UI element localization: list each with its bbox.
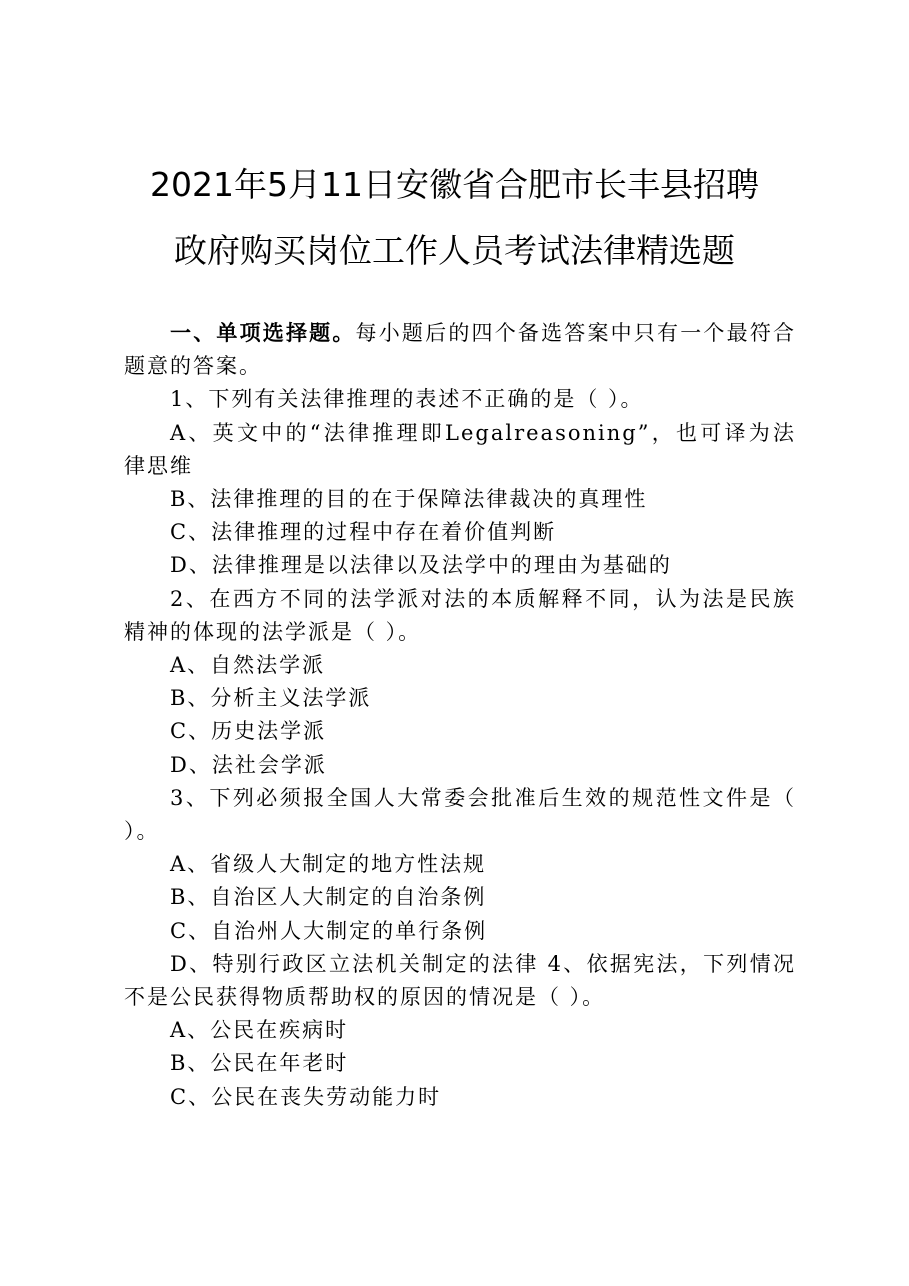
question-stem: D、特别行政区立法机关制定的法律 4、依据宪法，下列情况不是公民获得物质帮助权的原因的情况是（ ）。 — [124, 951, 796, 1010]
section-heading: 一、单项选择题。 — [170, 321, 356, 345]
answer-option: C、公民在丧失劳动能力时 — [170, 1084, 442, 1109]
answer-option: C、自治州人大制定的单行条例 — [170, 918, 488, 943]
section-intro — [124, 317, 796, 383]
question-stem: 3、下列必须报全国人大常委会批准后生效的规范性文件是（ ）。 — [124, 785, 796, 844]
document-title-line-1: 2021年5月11日安徽省合肥市长丰县招聘 — [150, 165, 759, 204]
question-stem: 2、在西方不同的法学派对法的本质解释不同，认为法是民族精神的体现的法学派是（ ）。 — [124, 586, 796, 644]
answer-option: A、自然法学派 — [170, 653, 326, 678]
answer-option: D、法社会学派 — [170, 752, 327, 777]
answer-option: C、历史法学派 — [170, 719, 327, 744]
answer-option: D、法律推理是以法律以及法学中的理由为基础的 — [170, 553, 672, 578]
answer-option: C、法律推理的过程中存在着价值判断 — [170, 520, 557, 545]
question-stem: 1、下列有关法律推理的表述不正确的是（ ）。 — [170, 387, 644, 412]
section-instruction: 每小题后的四个备选答案中只有一个最符合题意的答案。 — [124, 321, 797, 379]
answer-option: A、公民在疾病时 — [170, 1018, 349, 1043]
answer-option: B、法律推理的目的在于保障法律裁决的真理性 — [170, 487, 648, 512]
document-body — [124, 317, 796, 1114]
answer-option: B、分析主义法学派 — [170, 686, 372, 711]
document-title-line-2: 政府购买岗位工作人员考试法律精选题 — [174, 231, 735, 270]
answer-option: A、省级人大制定的地方性法规 — [170, 852, 487, 877]
answer-option: B、公民在年老时 — [170, 1051, 349, 1076]
answer-option: B、自治区人大制定的自治条例 — [170, 885, 487, 910]
answer-option: A、英文中的“法律推理即Legalreasoning”，也可译为法律思维 — [124, 420, 796, 478]
